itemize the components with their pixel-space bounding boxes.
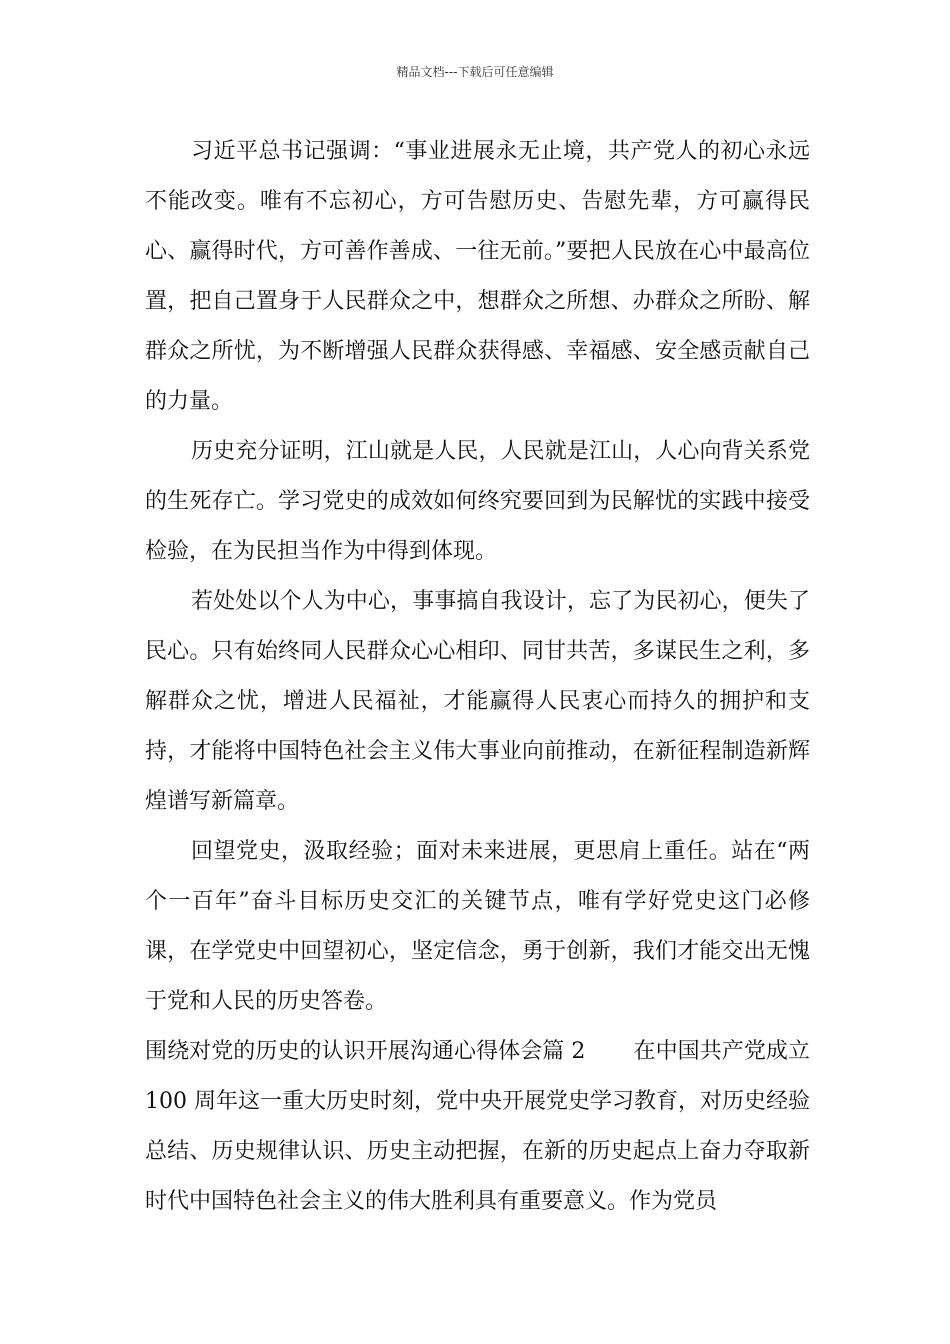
document-body: [145, 127, 810, 1227]
paragraph-2: 历史充分证明，江山就是人民，人民就是江山，人心向背关系党的生死存亡。学习党史的成效如何终究要回到为民解忧的实践中接受检验，在为民担当作为中得到体现。: [145, 439, 810, 564]
paragraph-1: 习近平总书记强调：“事业进展永无止境，共产党人的初心永远不能改变。唯有不忘初心，方可告慰历史、告慰先辈，方可赢得民心、赢得时代，方可善作善成、一往无前。”要把人民放在心中最高位置，把自己置身于人民群众之中，想群众之所想、办群众之所盼、解群众之所忧，为不断增强人民群众获得感、幸福感、安全感贡献自己的力量。: [145, 139, 810, 414]
section-text: 在中国共产党成立 100 周年这一重大历史时刻，党中央开展党史学习教育，对历史经验总结、历史规律认识、历史主动把握，在新的历史起点上奋力夺取新时代中国特色社会主义的伟大胜利具有重要意义。作为党员: [145, 1039, 810, 1214]
page-header: 精品文档---下载后可任意编辑: [396, 65, 554, 79]
paragraph-4: 回望党史，汲取经验；面对未来进展，更思肩上重任。站在“两个一百年”奋斗目标历史交汇的关键节点，唯有学好党史这门必修课，在学党史中回望初心，坚定信念，勇于创新，我们才能交出无愧于党和人民的历史答卷。: [145, 839, 810, 1014]
section-title: 围绕对党的历史的认识开展沟通心得体会篇 2: [145, 1039, 586, 1064]
section-paragraph: [145, 1027, 810, 1227]
paragraph-3: 若处处以个人为中心，事事搞自我设计，忘了为民初心，便失了民心。只有始终同人民群众心心相印、同甘共苦，多谋民生之利，多解群众之忧，增进人民福祉，才能赢得人民衷心而持久的拥护和支持，才能将中国特色社会主义伟大事业向前推动，在新征程制造新辉煌谱写新篇章。: [145, 589, 810, 814]
